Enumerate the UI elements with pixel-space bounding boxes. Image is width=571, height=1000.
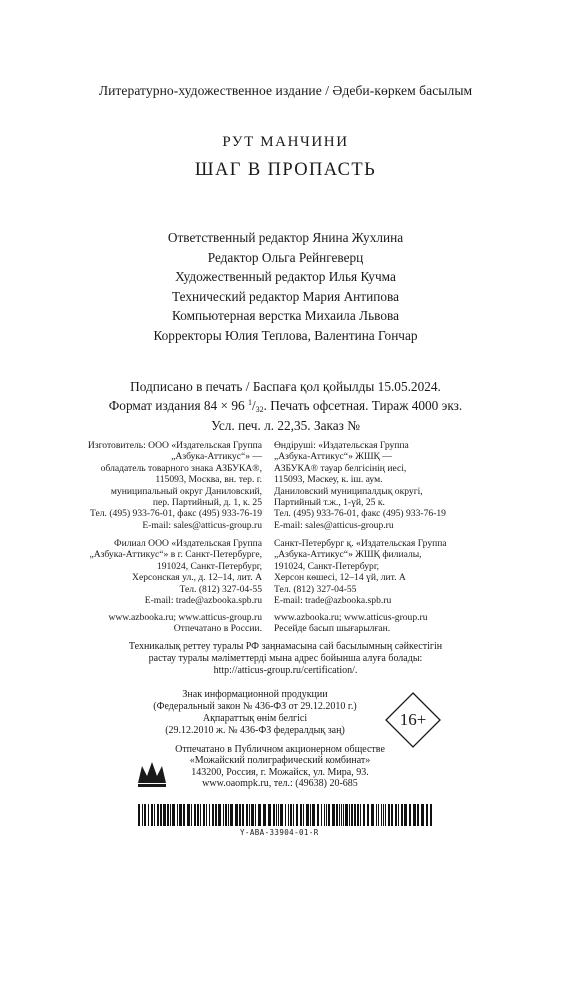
staff-line: Компьютерная верстка Михаила Львова <box>172 308 399 323</box>
barcode-bars-icon <box>138 804 433 826</box>
manufacturer-kz-line: „Азбука-Аттикус“» ЖШҚ — <box>274 451 392 463</box>
info-sign-line: Знак информационной продукции <box>182 689 328 700</box>
print-info <box>0 379 571 434</box>
web-ru <box>108 612 262 635</box>
sheets-order: Усл. печ. л. 22,35. Заказ № <box>211 418 360 433</box>
signed-date: Подписано в печать / Баспаға қол қойылды 15.05.2024. <box>130 379 441 394</box>
staff-line: Технический редактор Мария Антипова <box>172 288 399 304</box>
manufacturer-kz-line: 115093, Мәскеу, к. іш. аум. <box>274 474 383 486</box>
branch-kz <box>274 538 447 606</box>
manufacturer-kz <box>274 440 446 531</box>
printer-info <box>120 744 440 790</box>
info-product-sign <box>100 689 410 737</box>
branch-ru-line: Херсонская ул., д. 12–14, лит. А <box>132 572 262 584</box>
branch-kz-line: Санкт-Петербург қ. «Издательская Группа <box>274 538 447 549</box>
manufacturer-kz-line: E-mail: sales@atticus-group.ru <box>274 519 394 531</box>
branch-ru <box>89 538 262 606</box>
format-line: Формат издания 84 × 96 $^1/_{32}$. Печать офсетная. Тираж 4000 экз. <box>108 398 463 414</box>
manufacturer-ru-line: пер. Партийный, д. 1, к. 25 <box>152 497 262 509</box>
note-line: http://atticus-group.ru/certification/. <box>213 665 358 676</box>
branch-kz-line: E-mail: trade@azbooka.spb.ru <box>274 595 392 607</box>
manufacturer-ru <box>88 440 262 531</box>
manufacturer-ru-line: обладатель товарного знака АЗБУКА®, <box>100 462 262 474</box>
manufacturer-ru-line: „Азбука-Аттикус“» — <box>171 451 262 463</box>
branch-ru-line: E-mail: trade@azbooka.spb.ru <box>144 595 262 607</box>
note-line: растау туралы мәліметтерді мына адрес бойынша алуға болады: <box>148 653 423 664</box>
printer-line: 143200, Россия, г. Можайск, ул. Мира, 93. <box>191 766 369 778</box>
info-sign-line: Ақпараттық өнім белгісі <box>202 713 308 724</box>
barcode-code: Y-ABA-33904-01-R <box>240 828 319 837</box>
info-sign-line: (29.12.2010 ж. № 436-ФЗ федералдық заң) <box>165 725 345 736</box>
branch-ru-line: Тел. (812) 327-04-55 <box>179 583 262 595</box>
branch-ru-line: Филиал ООО «Издательская Группа <box>114 538 262 549</box>
printer-line: www.oaompk.ru, тел.: (49638) 20-685 <box>202 778 358 790</box>
manufacturer-ru-line: Изготовитель: ООО «Издательская Группа <box>87 440 262 451</box>
manufacturer-kz-line: Өндіруші: «Издательская Группа <box>274 440 409 451</box>
edition-type: Литературно-художественное издание / Әдеби-көркем басылым <box>98 83 473 98</box>
manufacturer-ru-line: E-mail: sales@atticus-group.ru <box>142 519 262 531</box>
website-line: www.azbooka.ru; www.atticus-group.ru <box>108 612 262 623</box>
website-line: www.azbooka.ru; www.atticus-group.ru <box>274 612 428 623</box>
age-rating-badge <box>385 692 441 748</box>
staff-line: Художественный редактор Илья Кучма <box>175 269 396 284</box>
branch-kz-line: Тел. (812) 327-04-55 <box>274 583 357 595</box>
branch-kz-line: 191024, Санкт-Петербург, <box>274 560 380 572</box>
manufacturer-ru-line: муниципальный округ Даниловский, <box>110 485 262 497</box>
author-name: РУТ МАНЧИНИ <box>222 134 349 150</box>
format-numerator: 1 <box>247 398 252 407</box>
format-denominator: 32 <box>255 405 264 414</box>
staff-line: Корректоры Юлия Теплова, Валентина Гончар <box>153 327 418 343</box>
web-kz <box>274 612 428 635</box>
format-suffix: . Печать офсетная. Тираж 4000 экз. <box>263 398 463 413</box>
staff-line: Редактор Ольга Рейнгеверц <box>207 249 364 265</box>
barcode <box>138 804 433 826</box>
manufacturer-kz-line: АЗБУКА® тауар белгісінің иесі, <box>274 462 407 474</box>
age-rating-text: 16+ <box>399 710 427 729</box>
branch-ru-line: „Азбука-Аттикус“» в г. Санкт-Петербурге, <box>89 549 262 561</box>
info-sign-line: (Федеральный закон № 436-ФЗ от 29.12.2010 г.) <box>153 701 357 712</box>
staff-line: Ответственный редактор Янина Жухлина <box>167 230 404 245</box>
branch-ru-line: 191024, Санкт-Петербург, <box>156 560 262 572</box>
branch-kz-line: „Азбука-Аттикус“» ЖШҚ филиалы, <box>274 549 422 561</box>
printed-in-kz: Ресейде басып шығарылған. <box>274 623 391 635</box>
manufacturer-kz-line: Даниловский муниципалдық округі, <box>274 485 423 497</box>
book-title: ШАГ В ПРОПАСТЬ <box>194 160 377 180</box>
manufacturer-kz-line: Партийный т.ж., 1-үй, 25 к. <box>274 497 385 509</box>
note-line: Техникалық реттеу туралы РФ заңнамасына сай басылымның сәйкестігін <box>128 641 443 652</box>
manufacturer-ru-line: Тел. (495) 933-76-01, факс (495) 933-76-19 <box>90 508 262 520</box>
branch-kz-line: Херсон көшесі, 12–14 үй, лит. А <box>274 572 406 584</box>
printer-line: «Можайский полиграфический комбинат» <box>189 755 371 767</box>
printer-line: Отпечатано в Публичном акционерном обществе <box>175 744 385 755</box>
certification-note <box>0 641 571 677</box>
manufacturer-ru-line: 115093, Москва, вн. тер. г. <box>155 474 262 486</box>
format-prefix: Формат издания 84 × 96 <box>108 398 248 413</box>
printed-in-ru: Отпечатано в России. <box>173 623 262 635</box>
manufacturer-kz-line: Тел. (495) 933-76-01, факс (495) 933-76-19 <box>274 508 446 520</box>
editorial-staff <box>0 228 571 345</box>
